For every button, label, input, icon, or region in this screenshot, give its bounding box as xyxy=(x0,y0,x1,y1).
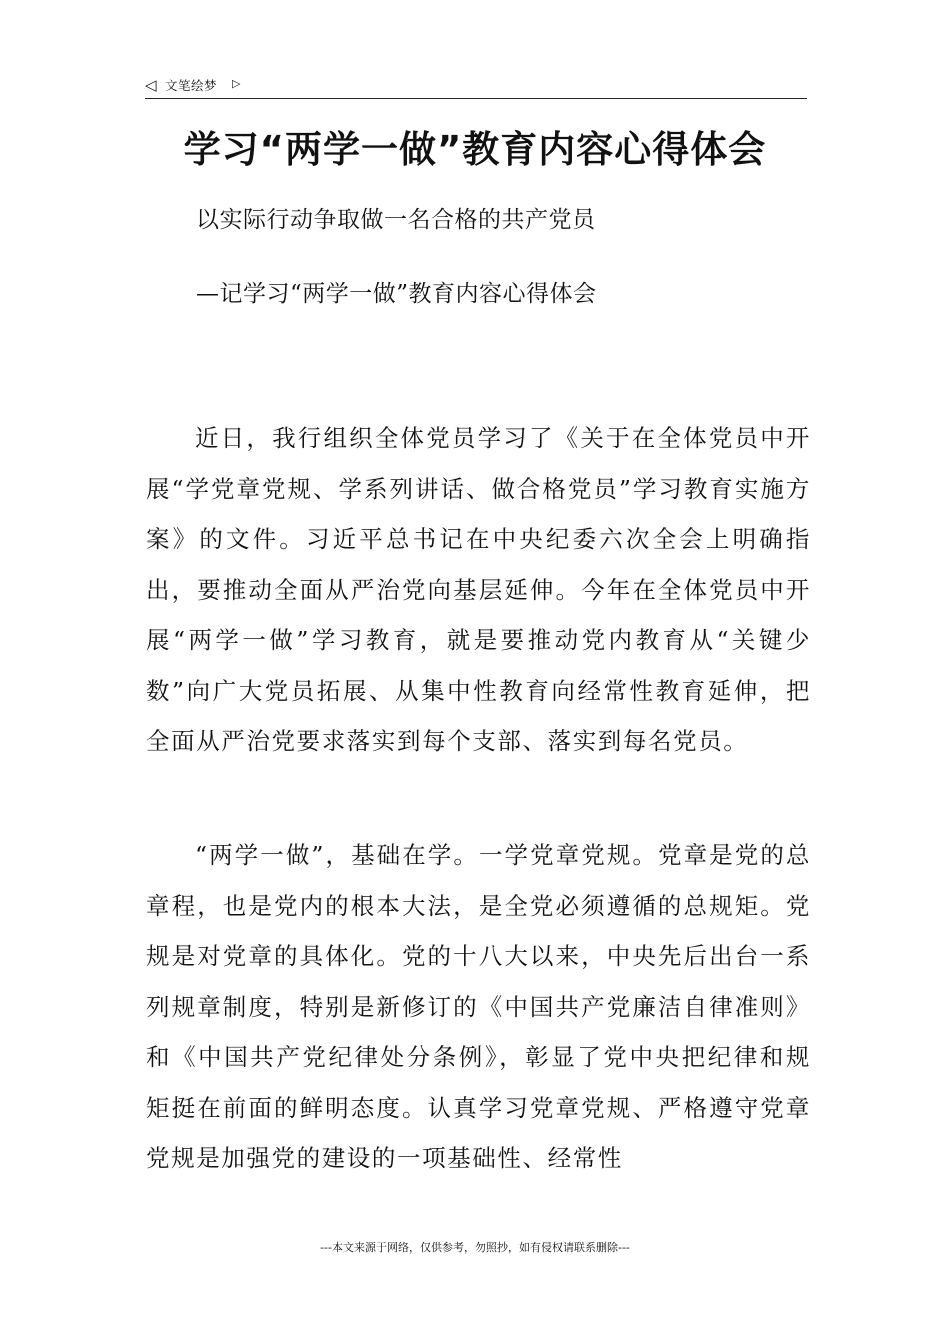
body-paragraph-2: “两学一做”，基础在学。一学党章党规。党章是党的总章程，也是党内的根本大法，是全党必须遵循的总规矩。党规是对党章的具体化。党的十八大以来，中央先后出台一系列规章制度，特别是新修订的《中国共产党廉洁自律准则》和《中国共产党纪律处分条例》，彰显了党中央把纪律和规矩挺在前面的鲜明态度。认真学习党章党规、严格遵守党章党规是加强党的建设的一项基础性、经常性 xyxy=(146,841,811,1172)
body-paragraph-1: 近日，我行组织全体党员学习了《关于在全体党员中开展“学党章党规、学系列讲话、做合格党员”学习教育实施方案》的文件。习近平总书记在中央纪委六次全会上明确指出，要推动全面从严治党向基层延伸。今年在全体党员中开展“两学一做”学习教育，就是要推动党内教育从“关键少数”向广大党员拓展、从集中性教育向经常性教育延伸，把全面从严治党要求落实到每个支部、落实到每名党员。 xyxy=(146,424,811,755)
left-triangle-icon: ◁ xyxy=(145,76,157,94)
subtitle-primary: 以实际行动争取做一名合格的共产党员 xyxy=(196,207,596,233)
document-title: 学习“两学一做”教育内容心得体会 xyxy=(183,128,767,171)
header-brand: 文笔绘梦 xyxy=(165,78,218,93)
running-header xyxy=(145,74,807,99)
subtitle-secondary: —记学习“两学一做”教育内容心得体会 xyxy=(196,281,597,307)
right-triangle-icon: ▷ xyxy=(232,77,241,90)
page-footer-disclaimer: ---本文来源于网络，仅供参考，勿照抄，如有侵权请联系删除--- xyxy=(320,1241,630,1254)
